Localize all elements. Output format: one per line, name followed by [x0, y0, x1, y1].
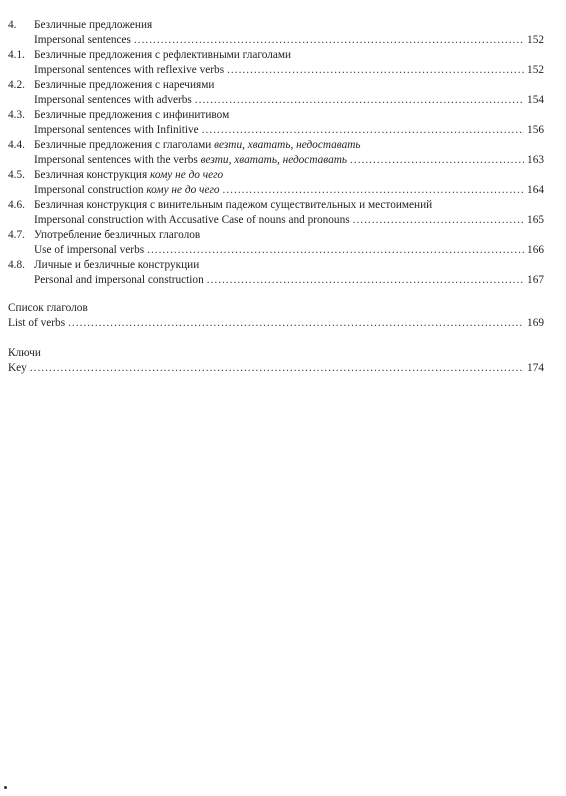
leader-dots — [30, 361, 524, 376]
entry-title-en: Impersonal sentences with the verbs везти, хватать, недоставать — [34, 153, 348, 166]
page-number: 163 — [527, 153, 544, 166]
entry-title-en: Personal and impersonal construction — [34, 273, 204, 286]
entry-title-en: Impersonal sentences with adverbs — [34, 93, 192, 106]
leader-dots — [353, 213, 524, 228]
entry-title-en-italic: везти, хватать, недоставать — [200, 153, 348, 166]
toc-entry — [8, 228, 544, 257]
toc-entry — [8, 138, 544, 167]
leader-dots — [227, 63, 524, 78]
toc-entry — [8, 78, 544, 107]
entry-number: 4.5. — [8, 169, 25, 181]
page-number: 167 — [527, 273, 544, 286]
entry-number: 4.1. — [8, 49, 25, 61]
leader-dots — [350, 153, 524, 168]
entry-title-en-italic: кому не до чего — [146, 183, 220, 196]
leader-dots — [195, 93, 524, 108]
entry-title-en: Impersonal sentences with reflexive verbs — [34, 63, 225, 76]
toc-chapter-4 — [8, 18, 544, 47]
entry-title-ru: Употребление безличных глаголов — [34, 229, 201, 241]
page-number: 165 — [527, 213, 544, 226]
leader-dots — [134, 33, 524, 48]
toc-entry — [8, 198, 544, 227]
entry-number: 4.6. — [8, 199, 25, 211]
chapter-number: 4. — [8, 19, 17, 31]
entry-title-ru: Безличные предложения с рефлективными глаголами — [34, 49, 292, 61]
entry-number: 4.7. — [8, 229, 25, 241]
page-number: 169 — [527, 316, 544, 329]
entry-number: 4.2. — [8, 79, 25, 91]
leader-dots — [147, 243, 524, 258]
page-number: 152 — [527, 33, 544, 46]
keys-title-en: Key — [8, 361, 27, 374]
scan-mark — [4, 786, 7, 789]
entry-title-ru-italic: кому не до чего — [150, 169, 224, 181]
verbs-title-ru: Список глаголов — [8, 302, 88, 314]
entry-title-ru: Личные и безличные конструкции — [34, 259, 200, 271]
entry-title-en: Impersonal sentences with Infinitive — [34, 123, 199, 136]
toc-entry — [8, 108, 544, 137]
entry-title-ru-italic: везти, хватать, недоставать — [214, 139, 361, 151]
toc-keys-section — [8, 346, 544, 375]
entry-title-en: Impersonal construction with Accusative Case of nouns and pronouns — [34, 213, 350, 226]
leader-dots — [68, 316, 524, 331]
toc-entry — [8, 258, 544, 287]
entry-title-ru: Безличные предложения с глаголами везти, хватать, недоставать — [34, 139, 361, 151]
toc-entry — [8, 168, 544, 197]
page-number: 164 — [527, 183, 544, 196]
chapter-title-en: Impersonal sentences — [34, 33, 131, 46]
leader-dots — [223, 183, 525, 198]
toc-verbs-section — [8, 301, 544, 330]
table-of-contents — [8, 18, 544, 375]
entry-title-ru: Безличные предложения с наречиями — [34, 79, 215, 91]
entry-number: 4.4. — [8, 139, 25, 151]
entry-title-en: Impersonal construction кому не до чего — [34, 183, 220, 196]
chapter-title-ru: Безличные предложения — [34, 19, 153, 31]
entry-title-ru: Безличные предложения с инфинитивом — [34, 109, 230, 121]
page-number: 174 — [527, 361, 544, 374]
leader-dots — [202, 123, 524, 138]
verbs-title-en: List of verbs — [8, 316, 66, 329]
page-number: 156 — [527, 123, 544, 136]
entry-title-en: Use of impersonal verbs — [34, 243, 145, 256]
page-number: 154 — [527, 93, 544, 106]
entry-number: 4.3. — [8, 109, 25, 121]
page-number: 166 — [527, 243, 544, 256]
entry-title-ru: Безличная конструкция кому не до чего — [34, 169, 224, 181]
leader-dots — [207, 273, 524, 288]
toc-entry — [8, 48, 544, 77]
toc-entries — [8, 48, 544, 287]
entry-title-ru: Безличная конструкция с винительным падежом существительных и местоимений — [34, 199, 433, 211]
entry-number: 4.8. — [8, 259, 25, 271]
keys-title-ru: Ключи — [8, 347, 41, 359]
page-number: 152 — [527, 63, 544, 76]
